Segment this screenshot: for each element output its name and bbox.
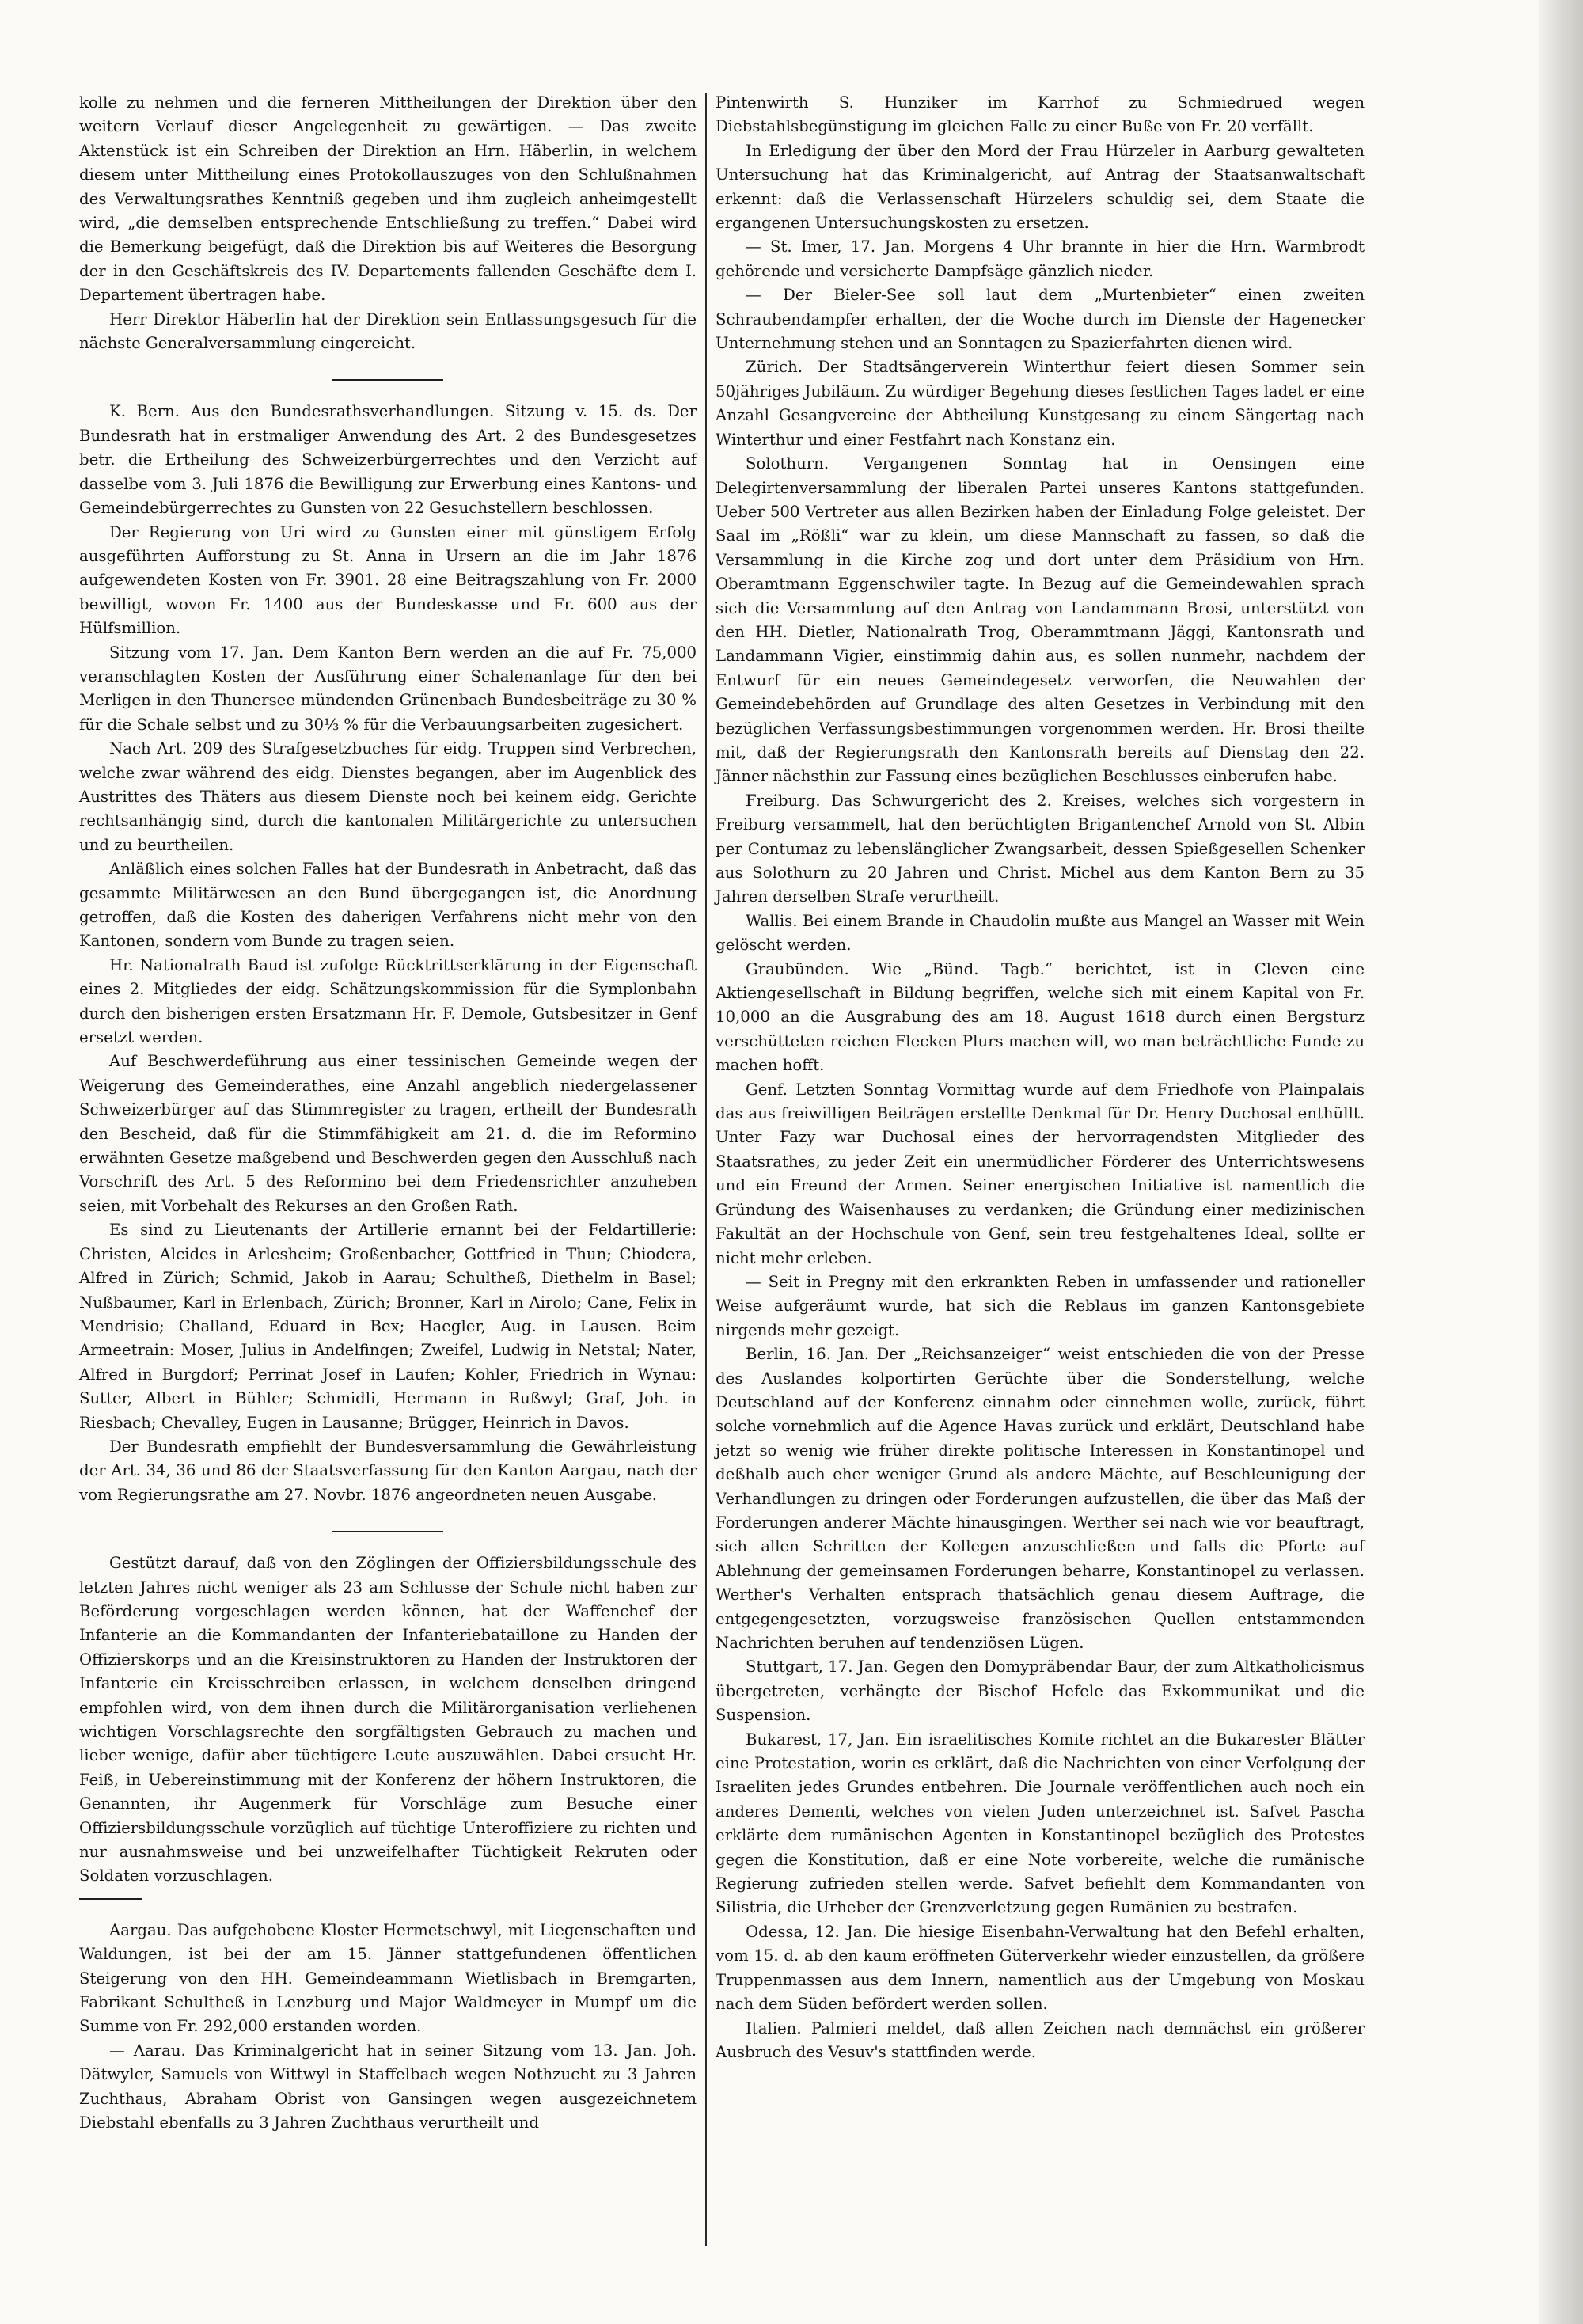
article-paragraph: Der Bundesrath empfiehlt der Bundesversammlung die Gewährleistung der Art. 34, 36 und 86 der Staatsverfassung für den Kanton Aargau, nach der vom Regierungsrathe am 27. Novbr. 1876 angeordneten neuen Ausgabe. xyxy=(79,1437,697,1504)
article-paragraph: Freiburg. Das Schwurgericht des 2. Kreises, welches sich vorgestern in Freiburg versammelt, hat den berüchtigten Brigantenchef Arnold von St. Albin per Contumaz zu lebenslänglicher Zwangsarbeit, dessen Spießgesellen Schenker aus Solothurn zu 20 Jahren und Christ. Michel aus dem Kanton Bern zu 35 Jahren derselben Strafe verurtheilt. xyxy=(716,791,1365,906)
article-paragraph: Odessa, 12. Jan. Die hiesige Eisenbahn-Verwaltung hat den Befehl erhalten, vom 15. d. ab den kaum eröffneten Güterverkehr wieder einzustellen, da größere Truppenmassen aus dem Innern, namentlich aus der Umgebung von Moskau nach dem Süden befördert werden sollen. xyxy=(716,1922,1365,2014)
article-paragraph: Berlin, 16. Jan. Der „Reichsanzeiger“ weist entschieden die von der Presse des Auslandes kolportirten Gerüchte über die Sonderstellung, welche Deutschland auf der Konferenz einnahm oder einnehmen wolle, zurück, führt solche vornehmlich auf die Agence Havas zurück und erklärt, Deutschland habe jetzt so wenig wie früher direkte politische Interessen in Konstantinopel und deßhalb auch eher weniger Grund als andere Mächte, auf Beschleunigung der Verhandlungen zu dringen oder Forderungen aufzustellen, die über das Maß der Forderungen anderer Mächte hinausgingen. Werther sei nach wie vor beauftragt, sich allen Schritten der Kollegen anzuschließen und falls die Pforte auf Ablehnung der gemeinsamen Forderungen beharre, Konstantinopel zu verlassen. Werther's Verhalten entsprach thatsächlich genau diesem Auftrage, die entgegengesetzten, vorzugsweise französischen Quellen entstammenden Nachrichten beruhen auf tendenziösen Lügen. xyxy=(716,1345,1365,1652)
article-paragraph: Auf Beschwerdeführung aus einer tessinischen Gemeinde wegen der Weigerung des Gemeinderathes, eine Anzahl angeblich niedergelassener Schweizerbürger auf das Stimmregister zu tragen, ertheilt der Bundesrath den Bescheid, daß für die Stimmfähigkeit am 21. d. die im Reformino erwähnten Gesetze maßgebend und Beschwerden gegen den Ausschluß nach Vorschrift des Art. 5 des Reformino bei dem Friedensrichter anzuheben seien, mit Vorbehalt des Rekurses an den Großen Rath. xyxy=(79,1052,697,1215)
article-paragraph: Italien. Palmieri meldet, daß allen Zeichen nach demnächst ein größerer Ausbruch des Vesuv's stattfinden werde. xyxy=(716,2018,1365,2061)
article-paragraph: — Seit in Pregny mit den erkrankten Reben in umfassender und rationeller Weise aufgeräumt wurde, hat sich die Reblaus im ganzen Kantonsgebiete nirgends mehr gezeigt. xyxy=(716,1272,1365,1339)
left-column xyxy=(79,91,697,2136)
article-paragraph: Der Regierung von Uri wird zu Gunsten einer mit günstigem Erfolg ausgeführten Aufforstung zu St. Anna in Ursern an die im Jahr 1876 aufgewendeten Kosten von Fr. 3901. 28 eine Beitragszahlung von Fr. 2000 bewilligt, wovon Fr. 1400 aus der Bundeskasse und Fr. 600 aus der Hülfsmillion. xyxy=(79,522,697,638)
article-paragraph: Nach Art. 209 des Strafgesetzbuches für eidg. Truppen sind Verbrechen, welche zwar während des eidg. Dienstes begangen, aber im Augenblick des Austrittes des Thäters aus diesem Dienste noch bei keinem eidg. Gerichte rechtsanhängig sind, durch die kantonalen Militärgerichte zu untersuchen und zu beurtheilen. xyxy=(79,739,697,854)
article-paragraph: Wallis. Bei einem Brande in Chaudolin mußte aus Mangel an Wasser mit Wein gelöscht werden. xyxy=(716,911,1365,955)
right-column xyxy=(716,91,1365,2064)
article-paragraph: Sitzung vom 17. Jan. Dem Kanton Bern werden an die auf Fr. 75,000 veranschlagten Kosten der Ausführung einer Schalenanlage für den bei Merligen in den Thunersee mündenden Grünenbach Bundesbeiträge zu 30 % für die Schale selbst und zu 30⅓ % für die Verbauungsarbeiten zugesichert. xyxy=(79,643,697,734)
section-divider xyxy=(79,1898,142,1900)
article-paragraph: Es sind zu Lieutenants der Artillerie ernannt bei der Feldartillerie: Christen, Alcides in Arlesheim; Großenbacher, Gottfried in Thun; Chiodera, Alfred in Zürich; Schmid, Jakob in Aarau; Schultheß, Diethelm in Basel; Nußbaumer, Karl in Erlenbach, Zürich; Bronner, Karl in Airolo; Cane, Felix in Mendrisio; Challand, Eduard in Bex; Haegler, Aug. in Lausen. Beim Armeetrain: Moser, Julius in Andelfingen; Zweifel, Ludwig in Netstal; Nater, Alfred in Burgdorf; Perrinat Josef in Laufen; Kohler, Friedrich in Wynau: Sutter, Albert in Bühler; Schmidli, Hermann in Rußwyl; Graf, Joh. in Riesbach; Chevalley, Eugen in Lausanne; Brügger, Heinrich in Davos. xyxy=(79,1221,697,1432)
article-paragraph: Pintenwirth S. Hunziker im Karrhof zu Schmiedrued wegen Diebstahlsbegünstigung im gleichen Falle zu einer Buße von Fr. 20 verfällt. xyxy=(716,93,1365,136)
article-paragraph: Bukarest, 17, Jan. Ein israelitisches Komite richtet an die Bukarester Blätter eine Protestation, worin es erklärt, daß die Nachrichten von einer Verfolgung der Israeliten jedes Grundes entbehren. Die Journale veröffentlichen auch noch ein anderes Dementi, welches von vielen Juden unterzeichnet ist. Safvet Pascha erklärte dem rumänischen Agenten in Konstantinopel bezüglich des Protestes gegen die Konstitution, daß er eine Note vorbereite, welche die rumänische Regierung zufrieden stellen werde. Safvet befiehlt dem Kommandanten von Silistria, die Urheber der Grenzverletzung gegen Rumänien zu bestrafen. xyxy=(716,1730,1365,1917)
article-paragraph: Genf. Letzten Sonntag Vormittag wurde auf dem Friedhofe von Plainpalais das aus freiwilligen Beiträgen erstellte Denkmal für Dr. Henry Duchosal enthüllt. Unter Fazy war Duchosal eines der hervorragendsten Mitglieder des Staatsrathes, zu jeder Zeit ein unermüdlicher Förderer des Unterrichtswesens und ein Freund der Armen. Seiner energischen Initiative ist namentlich die Gründung des Waisenhauses zu verdanken; die Gründung einer medizinischen Fakultät an der Hochschule von Genf, sein treu festgehaltenes Ideal, sollte er nicht mehr erleben. xyxy=(716,1080,1365,1267)
article-paragraph: Hr. Nationalrath Baud ist zufolge Rücktrittserklärung in der Eigenschaft eines 2. Mitgliedes der eidg. Schätzungskommission für die Symplonbahn durch den bisherigen ersten Ersatzmann Hr. F. Demole, Gutsbesitzer in Genf ersetzt werden. xyxy=(79,955,697,1047)
section-divider xyxy=(332,1531,443,1532)
article-paragraph: kolle zu nehmen und die ferneren Mittheilungen der Direktion über den weitern Verlauf dieser Angelegenheit zu gewärtigen. — Das zweite Aktenstück ist ein Schreiben der Direktion an Hrn. Häberlin, in welchem diesem unter Mittheilung eines Protokollauszuges von den Schlußnahmen des Verwaltungsrathes Kenntniß gegeben und ihm zugleich anheimgestellt wird, „die demselben entsprechende Entschließung zu treffen.“ Dabei wird die Bemerkung beigefügt, daß die Direktion bis auf Weiteres die Besorgung der in den Geschäftskreis des IV. Departements fallenden Geschäfte dem I. Departement übertragen habe. xyxy=(79,93,697,305)
article-paragraph: In Erledigung der über den Mord der Frau Hürzeler in Aarburg gewalteten Untersuchung hat das Kriminalgericht, auf Antrag der Staatsanwaltschaft erkennt: daß die Verlassenschaft Hürzelers schuldig sei, dem Staate die ergangenen Untersuchungskosten zu ersetzen. xyxy=(716,141,1365,233)
article-paragraph: Aargau. Das aufgehobene Kloster Hermetschwyl, mit Liegenschaften und Waldungen, ist bei der am 15. Jänner stattgefundenen öffentlichen Steigerung von den HH. Gemeindeammann Wietlisbach in Bremgarten, Fabrikant Schultheß in Lenzburg und Major Waldmeyer in Mumpf um die Summe von Fr. 292,000 erstanden worden. xyxy=(79,1920,697,2036)
article-paragraph: Gestützt darauf, daß von den Zöglingen der Offiziersbildungsschule des letzten Jahres nicht weniger als 23 am Schlusse der Schule nicht haben zur Beförderung vorgeschlagen werden können, hat der Waffenchef der Infanterie an die Kommandanten der Infanteriebataillone zu Handen der Offizierskorps und an die Kreisinstruktoren zu Handen der Instruktoren der Infanterie ein Kreisschreiben erlassen, in welchem denselben dringend empfohlen wird, von dem ihnen durch die Militärorganisation verliehenen wichtigen Vorschlagsrechte den sorgfältigsten Gebrauch zu machen und lieber wenige, dafür aber tüchtigere Leute auszuwählen. Dabei ersucht Hr. Feiß, in Uebereinstimmung mit der Konferenz der höhern Instruktoren, die Genannten, ihr Augenmerk für Vorschläge zum Besuche einer Offiziersbildungsschule vorzüglich auf tüchtige Unteroffiziere zu richten und nur ausnahmsweise und bei unzweifelhafter Tüchtigkeit Rekruten oder Soldaten vorzuschlagen. xyxy=(79,1554,697,1885)
article-paragraph: Herr Direktor Häberlin hat der Direktion sein Entlassungsgesuch für die nächste Generalversammlung eingereicht. xyxy=(79,309,697,353)
article-paragraph: Zürich. Der Stadtsängerverein Winterthur feiert diesen Sommer sein 50jähriges Jubiläum. Zu würdiger Begehung dieses festlichen Tages ladet er eine Anzahl Gesangvereine der Abtheilung Kunstgesang zu einem Sängertag nach Winterthur und einer Festfahrt nach Konstanz ein. xyxy=(716,358,1365,449)
article-paragraph: — Aarau. Das Kriminalgericht hat in seiner Sitzung vom 13. Jan. Joh. Dätwyler, Samuels von Wittwyl in Staffelbach wegen Nothzucht zu 3 Jahren Zuchthaus, Abraham Obrist von Gansingen wegen ausgezeichnetem Diebstahl ebenfalls zu 3 Jahren Zuchthaus verurtheilt und xyxy=(79,2041,697,2132)
article-paragraph: — Der Bieler-See soll laut dem „Murtenbieter“ einen zweiten Schraubendampfer erhalten, der die Woche durch im Dienste der Hagenecker Unternehmung stehen und an Sonntagen zu Spazierfahrten dienen wird. xyxy=(716,286,1365,353)
article-paragraph: Solothurn. Vergangenen Sonntag hat in Oensingen eine Delegirtenversammlung der liberalen Partei unseres Kantons stattgefunden. Ueber 500 Vertreter aus allen Bezirken haben der Einladung Folge geleistet. Der Saal im „Rößli“ war zu klein, um diese Mannschaft zu fassen, so daß die Versammlung in die Kirche zog und dort unter dem Präsidium von Hrn. Oberamtmann Eggenschwiler tagte. In Bezug auf die Gemeindewahlen sprach sich die Versammlung auf den Antrag von Landammann Brosi, unterstützt von den HH. Dietler, Nationalrath Trog, Oberammtmann Jäggi, Kantonsrath und Landammann Vigier, einstimmig dahin aus, es sollen nunmehr, nachdem der Entwurf für ein neues Gemeindegesetz verworfen, die Neuwahlen der Gemeindebehörden auf Grundlage des alten Gesetzes in Verbindung mit den bezüglichen Verfassungsbestimmungen vorgenommen werden. Hr. Brosi theilte mit, daß der Regierungsrath den Kantonsrath bereits auf Dienstag den 22. Jänner nächsthin zur Fassung eines bezüglichen Beschlusses einberufen habe. xyxy=(716,454,1365,786)
article-paragraph: Anläßlich eines solchen Falles hat der Bundesrath in Anbetracht, daß das gesammte Militärwesen an den Bund übergegangen ist, die Anordnung getroffen, daß die Kosten des daherigen Verfahrens nicht mehr von den Kantonen, sondern vom Bunde zu tragen seien. xyxy=(79,860,697,951)
article-paragraph: Graubünden. Wie „Bünd. Tagb.“ berichtet, ist in Cleven eine Aktiengesellschaft in Bildung begriffen, welche sich mit einem Kapital von Fr. 10,000 an die Ausgrabung des am 18. August 1618 durch einen Bergsturz verschütteten reichen Flecken Plurs machen will, wo man beträchtliche Funde zu machen hofft. xyxy=(716,959,1365,1075)
article-paragraph: — St. Imer, 17. Jan. Morgens 4 Uhr brannte in hier die Hrn. Warmbrodt gehörende und versicherte Dampfsäge gänzlich nieder. xyxy=(716,237,1365,280)
article-paragraph: K. Bern. Aus den Bundesrathsverhandlungen. Sitzung v. 15. ds. Der Bundesrath hat in erstmaliger Anwendung des Art. 2 des Bundesgesetzes betr. die Ertheilung des Schweizerbürgerrechtes und den Verzicht auf dasselbe vom 3. Juli 1876 die Bewilligung zur Erwerbung eines Kantons- und Gemeindebürgerrechtes zu Gunsten von 22 Gesuchstellern beschlossen. xyxy=(79,402,697,518)
section-divider xyxy=(332,379,443,381)
column-rule xyxy=(705,93,707,2246)
article-paragraph: Stuttgart, 17. Jan. Gegen den Domypräbendar Baur, der zum Altkatholicismus übergetreten, verhängte der Bischof Hefele das Exkommunikat und die Suspension. xyxy=(716,1658,1365,1725)
